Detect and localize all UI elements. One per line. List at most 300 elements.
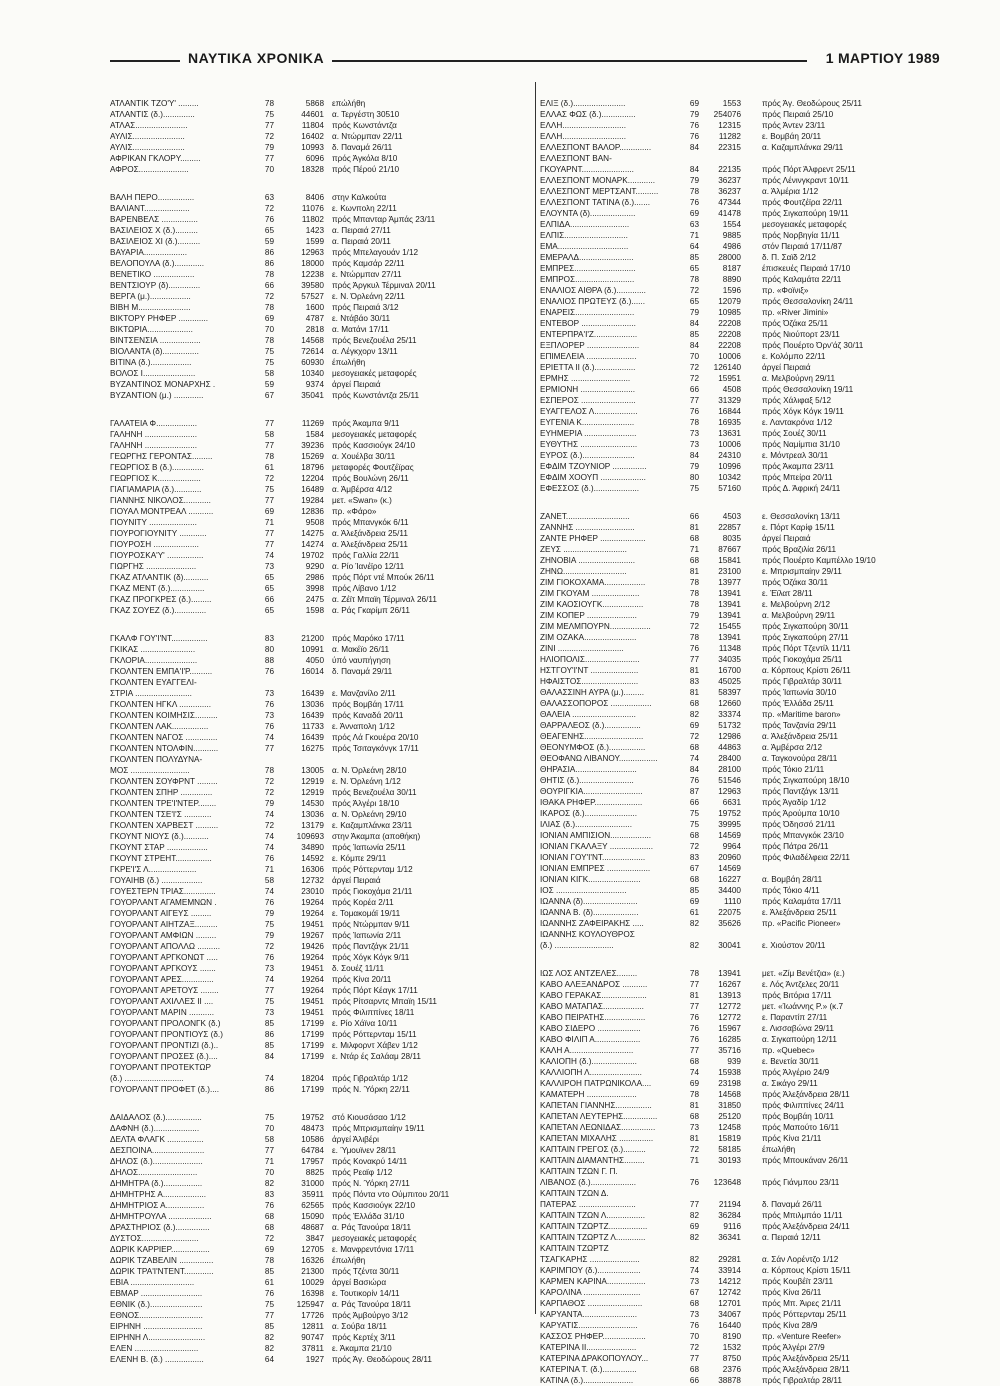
ship-name: ΕΛΕΝΗ Β. (δ.) ................. xyxy=(110,1355,204,1364)
ship-entry xyxy=(540,296,940,307)
ship-name: ΚΑΠΕΤΑΝ ΛΕΩΝΙΔΑΣ............... xyxy=(540,1123,656,1132)
build-year: 70 xyxy=(264,325,274,334)
ship-status: πρός Γιβραλτάρ 1/12 xyxy=(332,1074,408,1083)
ship-entry xyxy=(110,418,530,429)
ship-name: ΖΕΥΣ ............................ xyxy=(540,545,627,554)
ship-name: ΕΥΓΕΝΙΑ Κ....................... xyxy=(540,418,635,427)
ship-status: πρός Νιούπορτ 23/11 xyxy=(762,330,840,339)
ship-name: ΓΚΑΖ ΣΟΥΕΖ (δ.).............. xyxy=(110,606,207,615)
tonnage: 39580 xyxy=(301,281,324,290)
ship-status: α. Μελβούρνη 29/11 xyxy=(762,374,836,383)
tonnage: 45025 xyxy=(718,677,741,686)
ship-name: ΚΑΡΠΑΘΟΣ ........................ xyxy=(540,1299,643,1308)
ship-name: ΔΑΙΔΑΛΟΣ (δ.)................ xyxy=(110,1113,202,1122)
build-year: 76 xyxy=(264,953,274,962)
tonnage: 17726 xyxy=(301,1311,324,1320)
ship-status: α. Άλμέρια 1/12 xyxy=(762,187,819,196)
ship-name: ΓΙΟΥΑΛ ΜΟΝΤΡΕΑΛ ........... xyxy=(110,507,214,516)
ship-name: ΓΚΟΛΝΤΕΝ ΚΟΙΜΗΣΙΣ.......... xyxy=(110,711,218,720)
ship-entry xyxy=(540,1023,940,1034)
ship-status: πρ. «Maritime baron» xyxy=(762,710,841,719)
tonnage: 19451 xyxy=(301,1008,324,1017)
build-year: 85 xyxy=(264,1322,274,1331)
ship-name: ΕΒΜΑΡ ........................... xyxy=(110,1289,203,1298)
right-column xyxy=(540,98,940,1386)
ship-name: ΚΑΡΥΑΝΤΑ........................ xyxy=(540,1310,638,1319)
ship-status: ε. Μπρισμπαίην 29/11 xyxy=(762,567,842,576)
tonnage: 10006 xyxy=(718,352,741,361)
tonnage: 1598 xyxy=(305,606,324,615)
tonnage: 34067 xyxy=(718,1310,741,1319)
ship-name: ΙΟΝΙΑΝ ΕΜΠΡΕΣ ................... xyxy=(540,864,651,873)
tonnage: 16440 xyxy=(718,1321,741,1330)
build-year: 78 xyxy=(689,187,699,196)
build-year: 72 xyxy=(264,132,274,141)
ship-status: πρός Πέρού 21/10 xyxy=(332,165,400,174)
ship-entry xyxy=(110,346,530,357)
ship-entry xyxy=(540,1309,940,1320)
ship-name: ΕΜΑ............................... xyxy=(540,242,629,251)
ship-entry xyxy=(110,655,530,666)
tonnage: 12772 xyxy=(718,1013,741,1022)
build-year: 76 xyxy=(264,1201,274,1210)
tonnage: 13036 xyxy=(301,700,324,709)
ship-name: ΘΕΑΓΕΝΗΣ.......................... xyxy=(540,732,644,741)
ship-status: άργεί Βασιώρα xyxy=(332,1278,387,1287)
ship-status: ύπό ναυπήγηση xyxy=(332,656,391,665)
tonnage: 24310 xyxy=(718,451,741,460)
ship-entry xyxy=(110,1029,530,1040)
ship-status: πρός Όζάκα 25/11 xyxy=(762,319,829,328)
ship-status: στην Καλκούτα xyxy=(332,193,387,202)
ship-entry xyxy=(540,1111,940,1122)
ship-name: ΘΟΥΡΙΓΚΙΑ.......................... xyxy=(540,787,643,796)
ship-name: ΖΙΜ ΓΚΟΥΑΜ ..................... xyxy=(540,589,640,598)
build-year: 77 xyxy=(689,1354,699,1363)
ship-status: ε. Τουτικορίν 14/11 xyxy=(332,1289,400,1298)
ship-entry xyxy=(540,643,940,654)
tonnage: 19426 xyxy=(301,942,324,951)
tonnage: 13179 xyxy=(301,821,324,830)
ship-status: πρός Σιγκαπούρη 18/10 xyxy=(762,776,850,785)
ship-entry xyxy=(110,1354,530,1365)
build-year: 79 xyxy=(689,462,699,471)
ship-status: πρός Άλεξάνδρεια 28/11 xyxy=(762,1090,850,1099)
tonnage: 16267 xyxy=(718,980,741,989)
ship-entry xyxy=(110,633,530,644)
ship-status: πρός Κίνα 20/11 xyxy=(332,975,392,984)
build-year: 65 xyxy=(264,606,274,615)
ship-status: πρός Φουτζέϊρα 22/11 xyxy=(762,198,843,207)
ship-name: ΑΤΛΑΝΤΙΣ (δ.).............. xyxy=(110,110,195,119)
ship-entry xyxy=(110,1178,530,1189)
ship-entry xyxy=(540,450,940,461)
build-year: 66 xyxy=(264,281,274,290)
build-year: 72 xyxy=(689,732,699,741)
build-year: 76 xyxy=(264,854,274,863)
ship-status: πρός Καναδά 20/11 xyxy=(332,711,404,720)
ship-status: πρός Όδησσό 21/11 xyxy=(762,820,836,829)
ship-status: στόν Πειραιά 17/11/87 xyxy=(762,242,843,251)
ship-name: ΔΑΦΝΗ (δ.).................... xyxy=(110,1124,200,1133)
ship-status: ε. Καζαμπλάνκα 23/11 xyxy=(332,821,413,830)
ship-name: ΓΟΥΟΡΛΑΝΤ ΑΧΙΛΛΕΣ ΙΙ .... xyxy=(110,997,214,1006)
ship-name: ΖΙΜ ΟΖΑΚΑ....................... xyxy=(540,633,637,642)
ship-name: ΕΛΛΕΣΠΟΝΤ ΜΟΝΑΡΚ............ xyxy=(540,176,656,185)
ship-entry xyxy=(540,808,940,819)
tonnage: 22075 xyxy=(718,908,741,917)
ship-entry xyxy=(110,1277,530,1288)
build-year: 78 xyxy=(689,969,699,978)
ship-name: ΚΑΤΕΡΙΝΑ ΙΙ...................... xyxy=(540,1343,637,1352)
ship-entry xyxy=(110,842,530,853)
ship-entry xyxy=(540,406,940,417)
ship-entry xyxy=(110,688,530,699)
ship-entry xyxy=(540,742,940,753)
build-year: 76 xyxy=(689,1321,699,1330)
build-year: 69 xyxy=(689,897,699,906)
tonnage: 20960 xyxy=(718,853,741,862)
ship-name: ΓΚΟΛΝΤΕΝ ΕΥΑΓΓΕΛΙ- xyxy=(110,678,197,687)
tonnage: 58397 xyxy=(718,688,741,697)
tonnage: 1599 xyxy=(305,237,324,246)
ship-name: ΓΑΛΗΝΗ ....................... xyxy=(110,430,198,439)
tonnage: 12204 xyxy=(301,474,324,483)
ship-entry xyxy=(540,1144,940,1155)
build-year: 78 xyxy=(264,452,274,461)
ship-status: πρός Έλλάδα 31/10 xyxy=(332,1212,405,1221)
ship-name: ΚΑΠΤΑΙΝ ΤΖΩΝ Γ. Π. xyxy=(540,1167,618,1176)
ship-name: ΚΑΠΤΑΙΝ ΤΖΩΡΤΖ xyxy=(540,1244,609,1253)
tonnage: 6096 xyxy=(305,154,324,163)
ship-status: πρ. «Φάρο» xyxy=(332,507,377,516)
ship-name: ΘΕΟΝΥΜΦΟΣ (δ.)................ xyxy=(540,743,646,752)
tonnage: 11282 xyxy=(718,132,741,141)
ship-entry xyxy=(540,307,940,318)
build-year: 72 xyxy=(689,286,699,295)
ship-name: ΣΤΡΙΑ ......................... xyxy=(110,689,192,698)
tonnage: 12458 xyxy=(718,1123,741,1132)
build-year: 76 xyxy=(689,776,699,785)
build-year: 68 xyxy=(689,1299,699,1308)
tonnage: 48473 xyxy=(301,1124,324,1133)
tonnage: 12836 xyxy=(301,507,324,516)
ship-name: ΙΩΑΝΝΑ (δ)........................ xyxy=(540,897,638,906)
build-year: 65 xyxy=(689,264,699,273)
build-year: 61 xyxy=(689,908,699,917)
build-year: 85 xyxy=(689,253,699,262)
ship-status: πρός Άργκυλ Τέρμιναλ 20/11 xyxy=(332,281,436,290)
build-year: 79 xyxy=(689,308,699,317)
ship-status: ε. Ν. Όρλεάνη 1/12 xyxy=(332,777,401,786)
tonnage: 23010 xyxy=(301,887,324,896)
tonnage: 35716 xyxy=(718,1046,741,1055)
ship-entry xyxy=(540,929,940,940)
build-year: 68 xyxy=(689,875,699,884)
tonnage: 28100 xyxy=(718,765,741,774)
ship-status: πρός Τόκιο 4/11 xyxy=(762,886,820,895)
ship-entry xyxy=(110,1222,530,1233)
ship-entry xyxy=(540,175,940,186)
ship-name: ΘΑΡΡΑΛΕΟΣ (δ.)................ xyxy=(540,721,641,730)
ship-name: ΓΚΟΛΝΤΕΝ ΝΑΓΟΣ .............. xyxy=(110,733,218,742)
build-year: 85 xyxy=(264,1019,274,1028)
build-year: 72 xyxy=(264,788,274,797)
ship-name: ΓΚΑΖ ΜΕΝΤ (δ.)............... xyxy=(110,584,205,593)
ship-entry xyxy=(110,109,530,120)
build-year: 77 xyxy=(689,980,699,989)
build-year: 77 xyxy=(689,655,699,664)
ship-status: πρός Κουβέϊτ 23/11 xyxy=(762,1277,834,1286)
tonnage: 109693 xyxy=(296,832,324,841)
ship-status: άργεί Άλιβέρι xyxy=(332,1135,379,1144)
ship-status: άργεί Πειραιά xyxy=(332,380,381,389)
ship-name: ΕΛΛΗ............................ xyxy=(540,121,627,130)
build-year: 61 xyxy=(264,1278,274,1287)
tonnage: 11802 xyxy=(301,215,324,224)
build-year: 75 xyxy=(689,484,699,493)
ship-entry xyxy=(540,1122,940,1133)
build-year: 76 xyxy=(689,1013,699,1022)
tonnage: 16489 xyxy=(301,485,324,494)
build-year: 77 xyxy=(264,540,274,549)
ship-name: ΓΑΛΗΝΗ ....................... xyxy=(110,441,198,450)
ship-name: ΑΤΛΑΣ....................... xyxy=(110,121,188,130)
tonnage: 3998 xyxy=(305,584,324,593)
ship-name: ΔΩΡΙΚ ΤΡΑ'Ι'ΝΤΕΝΤ............. xyxy=(110,1267,214,1276)
ship-status: α. Ράς Τανούρα 18/11 xyxy=(332,1300,412,1309)
build-year: 70 xyxy=(264,1124,274,1133)
ship-entry xyxy=(540,1001,940,1012)
tonnage: 19264 xyxy=(301,909,324,918)
ship-status: ε. Άλεξάνδρεια 25/11 xyxy=(762,908,837,917)
ship-entry xyxy=(110,550,530,561)
build-year: 84 xyxy=(689,165,699,174)
ship-name: ΓΟΥΟΡΛΑΝΤ ΠΡΟΤΕΚΤΩΡ xyxy=(110,1063,211,1072)
ship-entry xyxy=(110,897,530,908)
build-year: 58 xyxy=(264,876,274,885)
tonnage: 39236 xyxy=(301,441,324,450)
ship-name: (δ.) .......................... xyxy=(110,1074,184,1083)
ship-status: πρ. «Quebec» xyxy=(762,1046,815,1055)
tonnage: 12742 xyxy=(718,1288,741,1297)
ship-status: ε. Μιλφορντ Χάβεν 1/12 xyxy=(332,1041,418,1050)
tonnage: 31000 xyxy=(301,1179,324,1188)
ship-entry xyxy=(540,208,940,219)
build-year: 73 xyxy=(689,1277,699,1286)
build-year: 74 xyxy=(264,975,274,984)
build-year: 66 xyxy=(689,385,699,394)
build-year: 79 xyxy=(689,110,699,119)
ship-name: ΓΟΥΟΡΛΑΝΤ ΑΠΟΛΛΩ .......... xyxy=(110,942,221,951)
ship-entry xyxy=(540,1089,940,1100)
ship-name: ΓΚΟΛΝΤΕΝ ΣΠΗΡ .............. xyxy=(110,788,213,797)
tonnage: 12963 xyxy=(718,787,741,796)
ship-status: πρός Κερτέχ 3/11 xyxy=(332,1333,396,1342)
tonnage: 11804 xyxy=(301,121,324,130)
ship-entry xyxy=(540,219,940,230)
header-rule-middle xyxy=(332,60,807,62)
ship-status: πρός Βενεζουέλα 25/11 xyxy=(332,336,417,345)
build-year: 58 xyxy=(264,430,274,439)
ship-name: ΓΙΑΝΝΗΣ ΝΙΚΟΛΟΣ............ xyxy=(110,496,211,505)
ship-name: ΕΛΠΙΣ............................ xyxy=(540,231,628,240)
ship-entry xyxy=(110,236,530,247)
tonnage: 16306 xyxy=(301,865,324,874)
ship-name: ΓΕΩΡΓΗΣ ΓΕΡΟΝΤΑΣ......... xyxy=(110,452,213,461)
tonnage: 9116 xyxy=(723,1222,741,1231)
build-year: 69 xyxy=(264,507,274,516)
ship-status: ε. Κωνπολη 22/11 xyxy=(332,204,397,213)
tonnage: 10342 xyxy=(718,473,741,482)
ship-status: ε. Λός Άντζελες 20/11 xyxy=(762,980,840,989)
tonnage: 16275 xyxy=(301,744,324,753)
ship-entry xyxy=(540,1100,940,1111)
ship-name: ΘΗΡΑΣΙΑ........................... xyxy=(540,765,637,774)
ship-status: πρός Σουέζ 30/11 xyxy=(762,429,827,438)
ship-status: α. Πειραιά 12/11 xyxy=(762,1233,821,1242)
ship-status: α. Λέγκχορν 13/11 xyxy=(332,347,398,356)
ship-name: ΘΑΛΑΣΣΟΠΟΡΟΣ .................. xyxy=(540,699,652,708)
ship-name: ΓΟΥΟΡΛΑΝΤ ΠΡΟΣΕΣ (δ.).... xyxy=(110,1052,218,1061)
ship-name: ΓΚΡΕ'Ι'Σ Λ..................... xyxy=(110,865,197,874)
ship-entry xyxy=(110,1211,530,1222)
build-year: 69 xyxy=(689,209,699,218)
tonnage: 1600 xyxy=(305,303,324,312)
tonnage: 8406 xyxy=(305,193,324,202)
ship-status: πρός Άλεξάνδρεια 24/11 xyxy=(762,1222,850,1231)
ship-status: πρός Πόντα ντο Ούμπιτου 20/11 xyxy=(332,1190,450,1199)
ship-entry xyxy=(110,644,530,655)
ship-entry xyxy=(110,1343,530,1354)
ship-entry xyxy=(110,1233,530,1244)
ship-status: ε. Θεσσαλονίκη 13/11 xyxy=(762,512,841,521)
ship-name: ΒΙΤΙΝΑ (δ.).................. xyxy=(110,358,192,367)
ship-name: ΙΛΙΑΣ (δ.)......................... xyxy=(540,820,632,829)
ship-entry xyxy=(540,1166,940,1177)
build-year: 78 xyxy=(264,270,274,279)
tonnage: 10586 xyxy=(301,1135,324,1144)
build-year: 78 xyxy=(689,275,699,284)
ship-entry xyxy=(540,940,940,951)
ship-status: πρός Μπανγκόκ 23/10 xyxy=(762,831,844,840)
ship-entry xyxy=(540,263,940,274)
ship-name: ΙΩΑΝΝΗΣ ΖΑΦΕΙΡΑΚΗΣ ..... xyxy=(540,919,644,928)
ship-name: ΤΣΑΓΚΑΡΗΣ ...................... xyxy=(540,1255,640,1264)
ship-entry xyxy=(540,1177,940,1188)
ship-entry xyxy=(540,384,940,395)
build-year: 71 xyxy=(264,1157,274,1166)
tonnage: 11348 xyxy=(718,644,741,653)
ship-status: πρός Άντεν 23/11 xyxy=(762,121,826,130)
build-year: 81 xyxy=(689,1134,699,1143)
ship-name: ΕΛΟΥΝΤΑ (δ).................... xyxy=(540,209,636,218)
build-year: 73 xyxy=(689,1123,699,1132)
tonnage: 51732 xyxy=(718,721,741,730)
ship-name: ΖΑΝΕΤ............................ xyxy=(540,512,630,521)
build-year: 72 xyxy=(264,474,274,483)
tonnage: 14569 xyxy=(718,864,741,873)
ship-name: ΖΙΜ ΜΕΛΜΠΟΥΡΝ.................. xyxy=(540,622,651,631)
build-year: 66 xyxy=(264,595,274,604)
ship-entry xyxy=(110,666,530,677)
group-gap xyxy=(110,175,530,192)
ship-status: πρός Γιάνμπου 23/11 xyxy=(762,1178,840,1187)
ship-entry xyxy=(540,555,940,566)
build-year: 77 xyxy=(264,986,274,995)
build-year: 72 xyxy=(689,1145,699,1154)
ship-status: πρός Φιλαδέλφεια 22/11 xyxy=(762,853,850,862)
build-year: 68 xyxy=(689,556,699,565)
ship-name: ΚΑΛΛΙΟΠΗ Λ....................... xyxy=(540,1068,642,1077)
tonnage: 13941 xyxy=(718,600,741,609)
ship-entry xyxy=(110,462,530,473)
build-year: 84 xyxy=(264,1052,274,1061)
tonnage: 18204 xyxy=(301,1074,324,1083)
tonnage: 1553 xyxy=(722,99,741,108)
ship-status: πρός Πόρτ Τζεντίλ 11/11 xyxy=(762,644,851,653)
build-year: 82 xyxy=(689,1211,699,1220)
ship-name: ΚΑΡΜΕΝ ΚΑΡΙΝΑ................. xyxy=(540,1277,646,1286)
ship-entry xyxy=(110,743,530,754)
ship-entry xyxy=(110,247,530,258)
build-year: 73 xyxy=(264,689,274,698)
tonnage: 21300 xyxy=(301,1267,324,1276)
build-year: 85 xyxy=(264,1041,274,1050)
build-year: 72 xyxy=(689,842,699,851)
ship-status: πρός Χάλιφαξ 5/12 xyxy=(762,396,832,405)
tonnage: 10006 xyxy=(718,440,741,449)
ship-name: ΕΛΛΕΣΠΟΝΤ ΒΑΛΟΡ.............. xyxy=(540,143,652,152)
tonnage: 2818 xyxy=(305,325,324,334)
ship-name: ΑΤΛΑΝΤΙΚ ΤΖΟ'Υ' ......... xyxy=(110,99,199,108)
tonnage: 17957 xyxy=(301,1157,324,1166)
ship-entry xyxy=(540,676,940,687)
tonnage: 64784 xyxy=(301,1146,324,1155)
tonnage: 9374 xyxy=(305,380,324,389)
build-year: 73 xyxy=(264,1008,274,1017)
tonnage: 13913 xyxy=(718,991,741,1000)
ship-entry xyxy=(540,621,940,632)
tonnage: 6631 xyxy=(722,798,741,807)
ship-status: μεσογειακές μεταφορές xyxy=(332,369,417,378)
ship-name: ΓΕΩΡΓΙΟΣ Κ................... xyxy=(110,474,201,483)
build-year: 68 xyxy=(689,743,699,752)
ship-name: ΘΑΛΕΙΑ ............................ xyxy=(540,710,636,719)
build-year: 75 xyxy=(689,809,699,818)
build-year: 79 xyxy=(264,143,274,152)
build-year: 85 xyxy=(689,330,699,339)
ship-entry xyxy=(540,1298,940,1309)
tonnage: 12701 xyxy=(718,1299,741,1308)
ship-name: ΒΑΣΙΛΕΙΟΣ ΧΙ (δ.).......... xyxy=(110,237,201,246)
tonnage: 16285 xyxy=(718,1035,741,1044)
ship-entry xyxy=(540,1155,940,1166)
build-year: 65 xyxy=(689,297,699,306)
tonnage: 14274 xyxy=(301,540,324,549)
ship-status: πρ. «Venture Reefer» xyxy=(762,1332,842,1341)
build-year: 76 xyxy=(689,132,699,141)
tonnage: 4986 xyxy=(722,242,741,251)
ship-status: έπισκευές Πειραιά 17/10 xyxy=(762,264,851,273)
build-year: 75 xyxy=(264,347,274,356)
ship-status: πρός Καμσάρ 22/11 xyxy=(332,259,405,268)
ship-status: πρός Βενεζουέλα 30/11 xyxy=(332,788,417,797)
tonnage: 4508 xyxy=(722,385,741,394)
build-year: 68 xyxy=(689,534,699,543)
build-year: 73 xyxy=(264,711,274,720)
ship-name: ΓΚΟΛΝΤΕΝ ΤΡΕ'Ι'ΝΤΕΡ........ xyxy=(110,799,217,808)
